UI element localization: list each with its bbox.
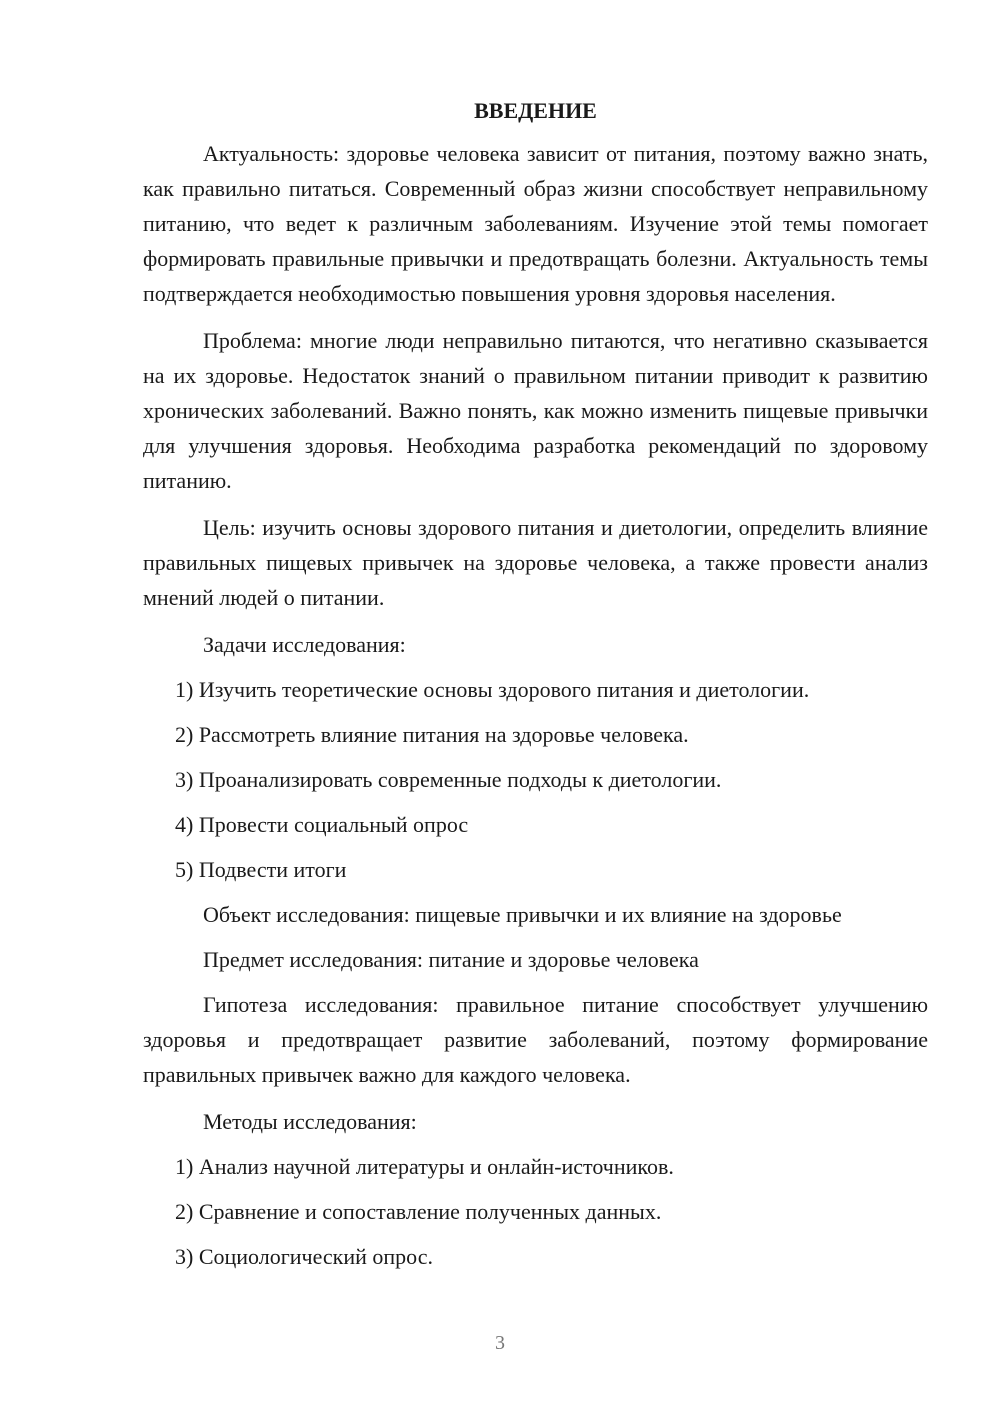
object-line: Объект исследования: пищевые привычки и их влияние на здоровье (203, 902, 842, 927)
list-item: 5) Подвести итоги (175, 857, 347, 882)
goal-paragraph: Цель: изучить основы здорового питания и диетологии, определить влияние правильных пищевых привычек на здоровье человека, а также провести анализ мнений людей о питании. (143, 515, 928, 610)
subject-line: Предмет исследования: питание и здоровье человека (203, 947, 699, 972)
list-item: 4) Провести социальный опрос (175, 812, 469, 837)
section-title: ВВЕДЕНИЕ (474, 98, 597, 123)
list-item: 2) Рассмотреть влияние питания на здоровье человека. (175, 722, 689, 747)
list-item: 3) Проанализировать современные подходы к диетологии. (175, 767, 722, 792)
hypothesis-paragraph: Гипотеза исследования: правильное питание способствует улучшению здоровья и предотвращает развитие заболеваний, поэтому формирование правильных привычек важно для каждого человека. (143, 992, 928, 1087)
tasks-heading: Задачи исследования: (203, 632, 406, 657)
methods-list (143, 1149, 928, 1274)
list-item: 1) Анализ научной литературы и онлайн-источников. (175, 1154, 674, 1179)
methods-heading: Методы исследования: (203, 1109, 417, 1134)
document-page (143, 96, 928, 1284)
list-item: 1) Изучить теоретические основы здорового питания и диетологии. (175, 677, 810, 702)
tasks-list (143, 672, 928, 887)
list-item: 3) Социологический опрос. (175, 1244, 433, 1269)
relevance-paragraph: Актуальность: здоровье человека зависит от питания, поэтому важно знать, как правильно питаться. Современный образ жизни способствует неправильному питанию, что ведет к различным заболеваниям. Изучение этой темы помогает формировать правильные привычки и предотвращать болезни. Актуальность темы подтверждается необходимостью повышения уровня здоровья населения. (143, 141, 928, 306)
problem-paragraph: Проблема: многие люди неправильно питаются, что негативно сказывается на их здоровье. Недостаток знаний о правильном питании приводит к развитию хронических заболеваний. Важно понять, как можно изменить пищевые привычки для улучшения здоровья. Необходима разработка рекомендаций по здоровому питанию. (143, 328, 928, 493)
page-number: 3 (495, 1332, 505, 1354)
list-item: 2) Сравнение и сопоставление полученных данных. (175, 1199, 662, 1224)
